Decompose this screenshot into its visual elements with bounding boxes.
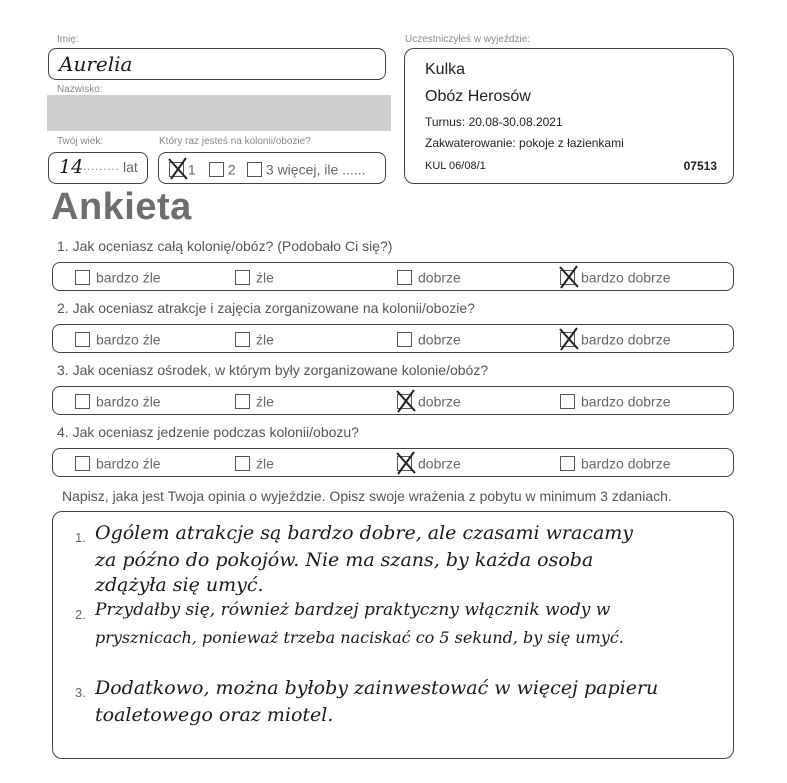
name-value: Aurelia bbox=[59, 52, 133, 76]
answer-label: dobrze bbox=[418, 455, 461, 472]
question-text: 2. Jak oceniasz atrakcje i zajęcia zorganizowane na kolonii/obozie? bbox=[57, 300, 475, 316]
question-text: 3. Jak oceniasz ośrodek, w którym były zorganizowane kolonie/obóz? bbox=[57, 362, 489, 378]
answer-row bbox=[52, 324, 734, 353]
opinion-line-4: Przydałby się, również bardzej praktyczny włącznik wody w bbox=[95, 600, 611, 620]
age-value: 14 bbox=[59, 156, 84, 178]
x-check-icon bbox=[558, 265, 580, 289]
answer-checkbox[interactable] bbox=[560, 394, 575, 409]
opinion-text bbox=[75, 512, 735, 760]
answer-checkbox[interactable] bbox=[235, 332, 250, 347]
trip-accommodation: Zakwaterowanie: pokoje z łazienkami bbox=[425, 136, 624, 150]
times-checkbox-3[interactable] bbox=[247, 162, 262, 177]
times-checkbox-1[interactable] bbox=[169, 162, 184, 177]
answer-option[interactable] bbox=[235, 330, 274, 347]
age-field[interactable] bbox=[48, 152, 148, 184]
trip-name: Kulka bbox=[425, 61, 466, 78]
times-opt-1[interactable] bbox=[169, 160, 196, 177]
answer-option[interactable] bbox=[560, 392, 671, 409]
answer-label: dobrze bbox=[418, 331, 461, 348]
answer-option[interactable] bbox=[75, 330, 161, 347]
trip-label: Uczestniczyłeś w wyjeździe: bbox=[405, 34, 531, 45]
answer-checkbox[interactable] bbox=[235, 270, 250, 285]
opinion-prompt: Napisz, jaka jest Twoja opinia o wyjeździe. Opisz swoje wrażenia z pobytu w minimum 3 zdaniach. bbox=[62, 488, 672, 504]
opinion-line-5: prysznicach, ponieważ trzeba naciskać co 5 sekund, by się umyć. bbox=[95, 628, 624, 647]
answer-row bbox=[52, 262, 734, 291]
answer-option[interactable] bbox=[75, 268, 161, 285]
answer-checkbox[interactable] bbox=[397, 456, 412, 471]
opinion-line-3: zdążyła się umyć. bbox=[95, 574, 264, 596]
answer-label: bardzo dobrze bbox=[581, 393, 671, 410]
answer-checkbox[interactable] bbox=[560, 332, 575, 347]
x-check-icon bbox=[395, 389, 417, 413]
answer-checkbox[interactable] bbox=[235, 394, 250, 409]
answer-checkbox[interactable] bbox=[397, 394, 412, 409]
answer-option[interactable] bbox=[235, 454, 274, 471]
answer-checkbox[interactable] bbox=[235, 456, 250, 471]
times-opt-2[interactable] bbox=[209, 160, 236, 177]
times-label: Który raz jesteś na kolonii/obozie? bbox=[159, 136, 311, 147]
answer-checkbox[interactable] bbox=[397, 332, 412, 347]
answer-row bbox=[52, 448, 734, 477]
surname-redacted bbox=[47, 95, 391, 131]
age-label: Twój wiek: bbox=[57, 136, 104, 147]
question-text: 1. Jak oceniasz całą kolonię/obóz? (Podobało Ci się?) bbox=[57, 238, 393, 254]
answer-label: dobrze bbox=[418, 393, 461, 410]
x-check-icon bbox=[395, 451, 417, 475]
opinion-number-2: 2. bbox=[75, 607, 86, 622]
name-field[interactable] bbox=[48, 48, 386, 80]
answer-option[interactable] bbox=[397, 454, 461, 471]
answer-option[interactable] bbox=[397, 330, 461, 347]
trip-turnus: Turnus: 20.08-30.08.2021 bbox=[425, 115, 563, 129]
opinion-number-1: 1. bbox=[75, 530, 86, 545]
survey-title: Ankieta bbox=[51, 186, 192, 228]
trip-number: 07513 bbox=[683, 159, 717, 173]
age-unit: lat bbox=[123, 159, 138, 175]
x-check-icon bbox=[558, 327, 580, 351]
answer-checkbox[interactable] bbox=[75, 394, 90, 409]
opinion-line-2: za późno do pokojów. Nie ma szans, by każda osoba bbox=[95, 549, 594, 571]
opinion-number-3: 3. bbox=[75, 685, 86, 700]
answer-label: źle bbox=[256, 455, 274, 472]
answer-label: bardzo źle bbox=[96, 393, 161, 410]
answer-label: bardzo źle bbox=[96, 455, 161, 472]
answer-label: bardzo źle bbox=[96, 269, 161, 286]
times-checkbox-2[interactable] bbox=[209, 162, 224, 177]
times-label-1: 1 bbox=[187, 161, 196, 178]
answer-label: bardzo źle bbox=[96, 331, 161, 348]
opinion-line-7: toaletowego oraz miotel. bbox=[95, 704, 334, 726]
answer-option[interactable] bbox=[560, 330, 671, 347]
answer-option[interactable] bbox=[235, 268, 274, 285]
answer-label: źle bbox=[256, 393, 274, 410]
answer-label: bardzo dobrze bbox=[581, 455, 671, 472]
answer-option[interactable] bbox=[560, 454, 671, 471]
opinion-box[interactable] bbox=[52, 511, 734, 759]
answer-checkbox[interactable] bbox=[397, 270, 412, 285]
answer-checkbox[interactable] bbox=[75, 332, 90, 347]
answer-option[interactable] bbox=[235, 392, 274, 409]
answer-option[interactable] bbox=[560, 268, 671, 285]
answer-option[interactable] bbox=[397, 392, 461, 409]
answer-option[interactable] bbox=[75, 392, 161, 409]
answer-label: dobrze bbox=[418, 269, 461, 286]
opinion-line-1: Ogólem atrakcje są bardzo dobre, ale czasami wracamy bbox=[95, 522, 634, 544]
answer-label: bardzo dobrze bbox=[581, 269, 671, 286]
times-field[interactable] bbox=[158, 152, 386, 184]
trip-code: KUL 06/08/1 bbox=[425, 160, 486, 172]
answer-option[interactable] bbox=[397, 268, 461, 285]
surname-label: Nazwisko: bbox=[57, 84, 103, 95]
name-label: Imię: bbox=[57, 34, 79, 45]
answer-row bbox=[52, 386, 734, 415]
answer-checkbox[interactable] bbox=[75, 270, 90, 285]
question-text: 4. Jak oceniasz jedzenie podczas kolonii/obozu? bbox=[57, 424, 359, 440]
answer-option[interactable] bbox=[75, 454, 161, 471]
trip-camp: Obóz Herosów bbox=[425, 88, 531, 105]
opinion-line-6: Dodatkowo, można byłoby zainwestować w więcej papieru bbox=[95, 677, 659, 699]
answer-checkbox[interactable] bbox=[560, 456, 575, 471]
x-check-icon bbox=[167, 157, 189, 181]
answer-label: źle bbox=[256, 269, 274, 286]
answer-label: źle bbox=[256, 331, 274, 348]
answer-checkbox[interactable] bbox=[560, 270, 575, 285]
answer-label: bardzo dobrze bbox=[581, 331, 671, 348]
trip-box bbox=[404, 48, 734, 184]
times-opt-3[interactable] bbox=[247, 160, 365, 177]
times-label-2: 2 bbox=[227, 161, 236, 178]
age-dots: ......... bbox=[83, 161, 120, 173]
answer-checkbox[interactable] bbox=[75, 456, 90, 471]
times-label-3: 3 więcej, ile ...... bbox=[265, 161, 366, 178]
